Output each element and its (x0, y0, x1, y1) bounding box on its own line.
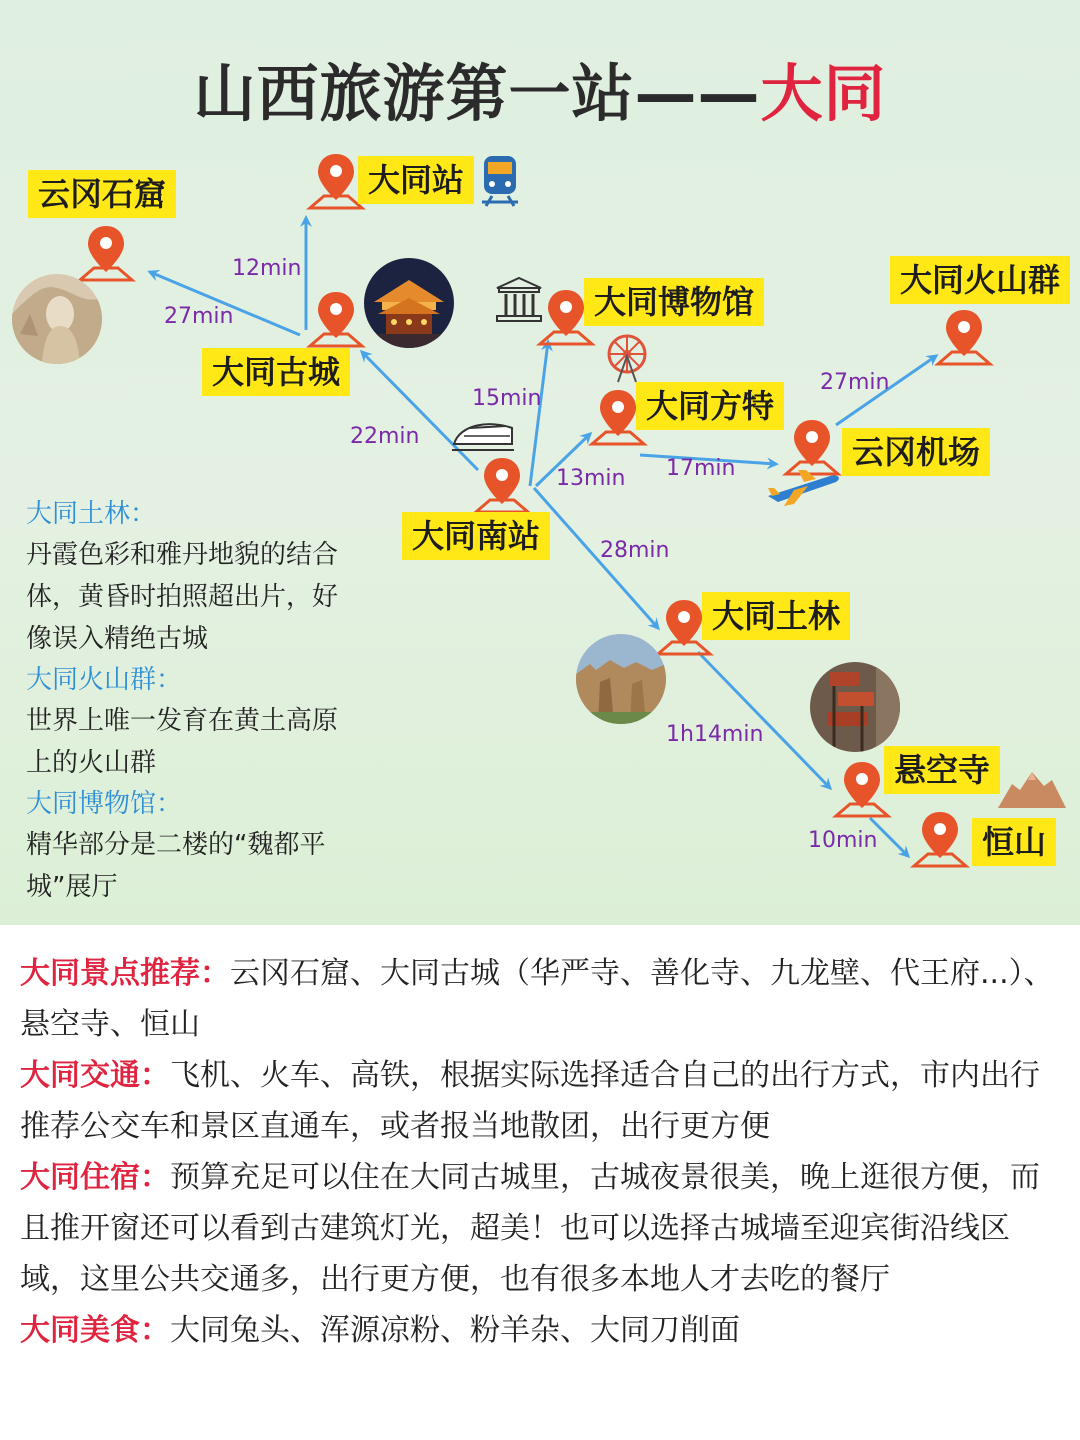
note-line: 像误入精绝古城 (26, 624, 209, 654)
label-hengshan[interactable]: 恒山 (972, 818, 1056, 866)
time-south-to-fangte: 13min (556, 466, 626, 491)
note-line: 城”展厅 (26, 872, 118, 902)
label-south-station[interactable]: 大同南站 (402, 512, 550, 560)
location-pin-icon (472, 454, 532, 516)
earth-forest-photo (576, 634, 666, 724)
time-fangte-to-airport: 17min (666, 456, 736, 481)
label-volcano-group[interactable]: 大同火山群 (890, 256, 1070, 304)
note-line: 体，黄昏时拍照超出片，好 (26, 582, 339, 612)
train-icon (478, 154, 522, 208)
location-pin-icon (76, 222, 136, 284)
info-accommodation: 大同住宿：预算充足可以住在大同古城里，古城夜景很美，晚上逛很方便，而且推开窗还可以看到古建筑灯光，超美！也可以选择古城墙至迎宾街沿线区域，这里公共交通多，出行更方便，也有很多本地人才去吃的餐厅 (20, 1160, 1040, 1297)
mountain-icon (998, 768, 1066, 808)
note-line: 丹霞色彩和雅丹地貌的结合 (26, 540, 339, 570)
notes (26, 494, 376, 908)
note-line: 世界上唯一发育在黄土高原 (26, 706, 339, 736)
high-speed-train-icon (450, 414, 516, 454)
grottoes-photo (12, 274, 102, 364)
note-earth-forest (26, 494, 376, 660)
label-datong-station[interactable]: 大同站 (358, 156, 474, 204)
label-ancient-city[interactable]: 大同古城 (202, 348, 350, 396)
label-airport[interactable]: 云冈机场 (842, 428, 990, 476)
location-pin-icon (934, 306, 994, 368)
travel-info (20, 948, 1060, 1356)
note-title: 大同土林： (26, 499, 157, 529)
info-attractions: 大同景点推荐：云冈石窟、大同古城（华严寺、善化寺、九龙壁、代王府...）、悬空寺、恒山 (20, 956, 1054, 1042)
time-city-to-station: 12min (232, 256, 302, 281)
time-city-to-grottoes: 27min (164, 304, 234, 329)
note-museum (26, 784, 376, 908)
time-forest-to-temple: 1h14min (666, 722, 764, 747)
hanging-temple-photo (810, 662, 900, 752)
page-title: 山西旅游第一站——大同 (193, 57, 887, 130)
note-title: 大同火山群： (26, 665, 183, 695)
note-volcano-group (26, 660, 376, 784)
time-south-to-museum: 15min (472, 386, 542, 411)
ancient-city-photo (364, 258, 454, 348)
label-hanging-temple[interactable]: 悬空寺 (884, 746, 1000, 794)
route-forest-to-temple (698, 652, 830, 788)
location-pin-icon (832, 758, 892, 820)
label-earth-forest[interactable]: 大同土林 (702, 592, 850, 640)
info-transport: 大同交通：飞机、火车、高铁，根据实际选择适合自己的出行方式，市内出行推荐公交车和景区直通车，或者报当地散团，出行更方便 (20, 1058, 1040, 1144)
time-south-to-city: 22min (350, 424, 420, 449)
time-temple-to-hengshan: 10min (808, 828, 878, 853)
ferris-wheel-icon (604, 332, 650, 384)
label-yungang-grottoes[interactable]: 云冈石窟 (28, 170, 176, 218)
time-south-to-forest: 28min (600, 538, 670, 563)
note-line: 精华部分是二楼的“魏都平 (26, 830, 326, 860)
location-pin-icon (910, 808, 970, 870)
info-food: 大同美食：大同兔头、浑源凉粉、粉羊杂、大同刀削面 (20, 1313, 740, 1348)
location-pin-icon (306, 288, 366, 350)
label-museum[interactable]: 大同博物馆 (584, 278, 764, 326)
time-airport-to-volcano: 27min (820, 370, 890, 395)
label-fangte[interactable]: 大同方特 (636, 382, 784, 430)
note-title: 大同博物馆： (26, 789, 183, 819)
note-line: 上的火山群 (26, 748, 157, 778)
museum-icon (494, 276, 544, 324)
airplane-icon (764, 466, 842, 508)
route-south-to-museum (530, 342, 548, 486)
location-pin-icon (306, 150, 366, 212)
